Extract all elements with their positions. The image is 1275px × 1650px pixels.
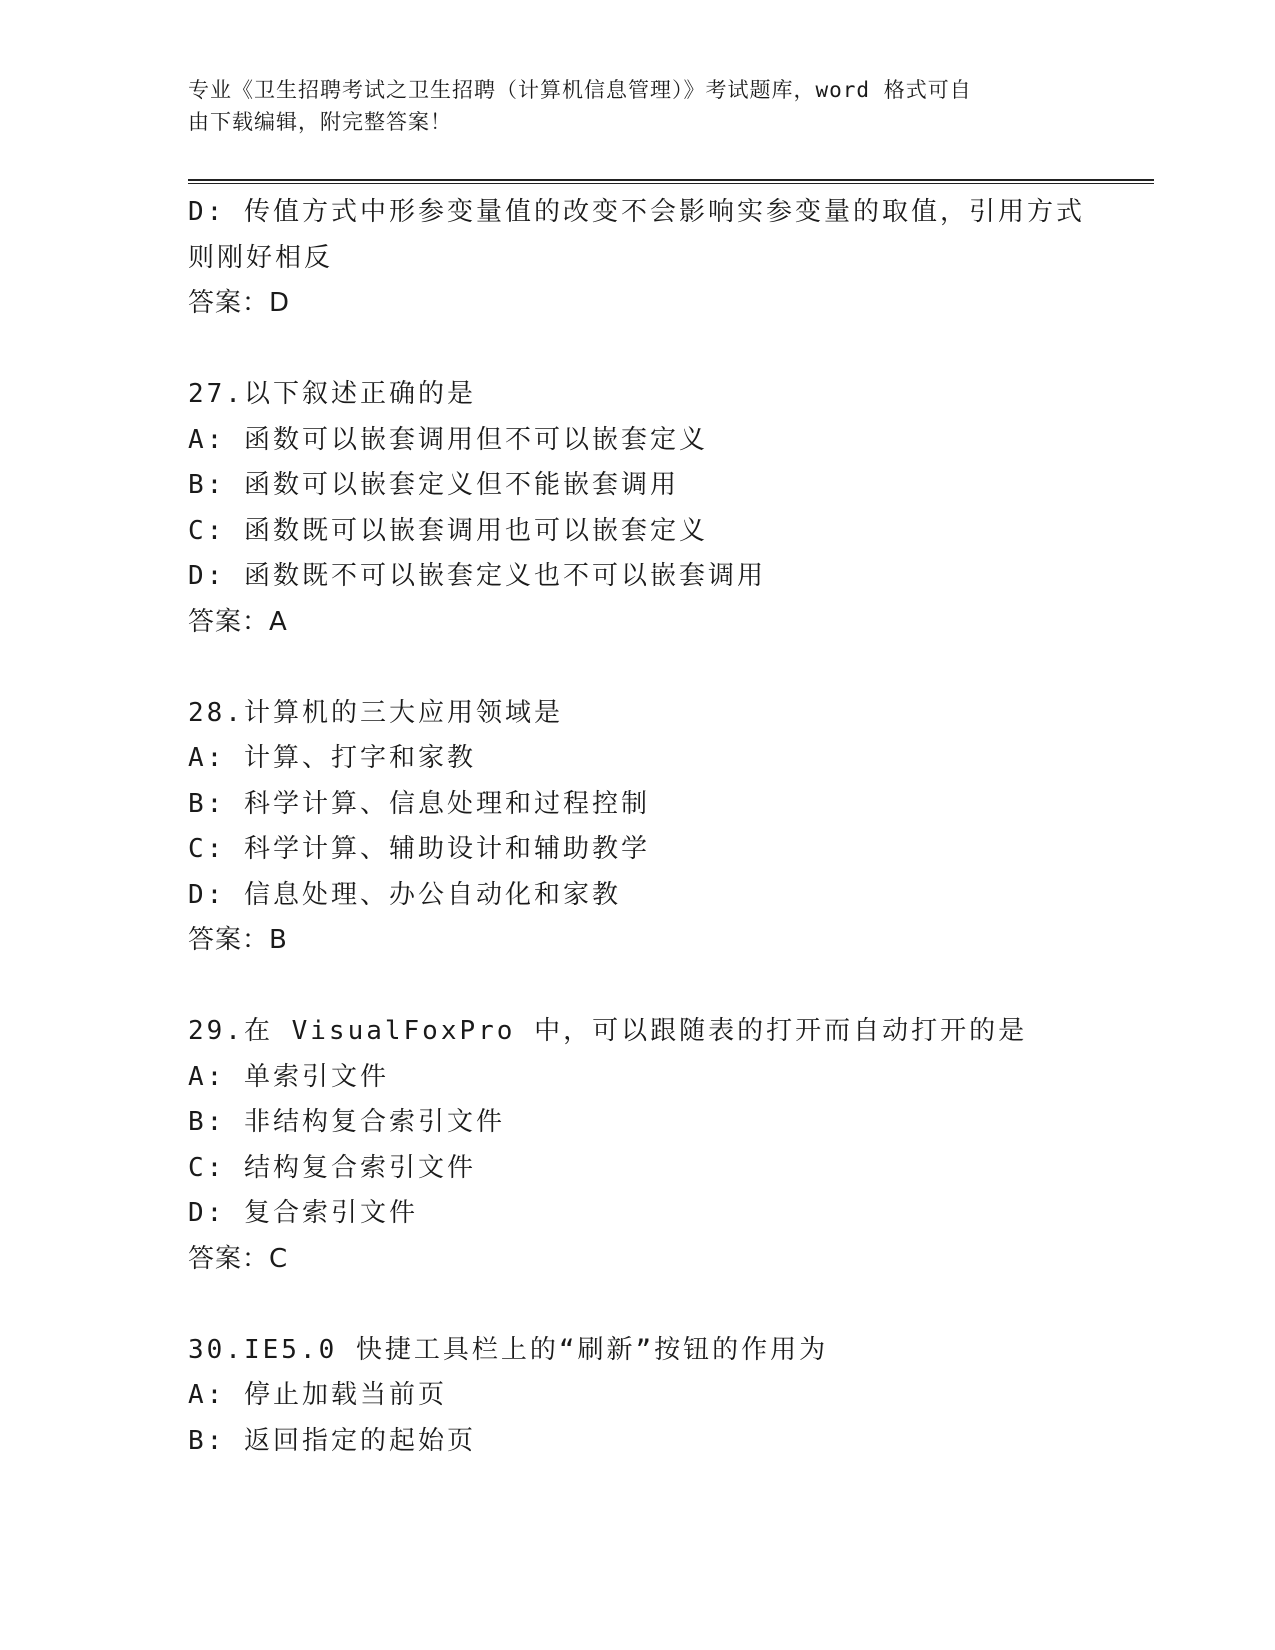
answer: 答案：A: [188, 606, 288, 637]
option-c: C: 函数既可以嵌套调用也可以嵌套定义: [188, 515, 708, 546]
question-stem: 27.以下叙述正确的是: [188, 379, 476, 409]
option-d: D: 信息处理、办公自动化和家教: [188, 879, 621, 910]
option-b: B: 函数可以嵌套定义但不能嵌套调用: [188, 470, 679, 500]
spacer: [188, 964, 1088, 1010]
option-b: B: 科学计算、信息处理和过程控制: [188, 788, 650, 819]
option-b: B: 返回指定的起始页: [188, 1425, 476, 1456]
option-c: C: 结构复合索引文件: [188, 1152, 476, 1183]
option-b: B: 非结构复合索引文件: [188, 1107, 505, 1137]
spacer: [188, 645, 1088, 691]
carryover-answer: 答案：D: [188, 288, 291, 318]
option-a: A: 函数可以嵌套调用但不可以嵌套定义: [188, 424, 708, 455]
question-stem: 28.计算机的三大应用领域是: [188, 697, 563, 728]
question-stem: 29.在 VisualFoxPro 中，可以跟随表的打开而自动打开的是: [188, 1016, 1028, 1046]
option-a: A: 停止加载当前页: [188, 1380, 447, 1410]
option-d: D: 函数既不可以嵌套定义也不可以嵌套调用: [188, 561, 766, 591]
option-a: A: 计算、打字和家教: [188, 743, 476, 773]
carryover-option-d-line-1: D: 传值方式中形参变量值的改变不会影响实参变量的取值，引用方式: [188, 197, 1085, 227]
header-divider: [188, 179, 1154, 184]
question-29: [188, 1009, 1088, 1282]
option-a: A: 单索引文件: [188, 1061, 389, 1092]
page-header: [188, 74, 1088, 138]
header-line-1: 专业《卫生招聘考试之卫生招聘（计算机信息管理）》考试题库，word 格式可自: [188, 78, 972, 102]
question-27: [188, 372, 1088, 645]
answer: 答案：C: [188, 1243, 289, 1274]
spacer: [188, 1282, 1088, 1328]
answer: 答案：B: [188, 925, 288, 955]
option-d: D: 复合索引文件: [188, 1198, 418, 1228]
question-stem: 30.IE5.0 快捷工具栏上的“刷新”按钮的作用为: [188, 1334, 829, 1365]
question-28: [188, 691, 1088, 964]
question-30: [188, 1328, 1088, 1465]
header-line-2: 由下载编辑，附完整答案！: [188, 110, 452, 134]
spacer: [188, 327, 1088, 373]
carryover-option-d-line-2: 则刚好相反: [188, 242, 334, 273]
question-content: [188, 190, 1088, 1464]
option-c: C: 科学计算、辅助设计和辅助教学: [188, 834, 650, 864]
